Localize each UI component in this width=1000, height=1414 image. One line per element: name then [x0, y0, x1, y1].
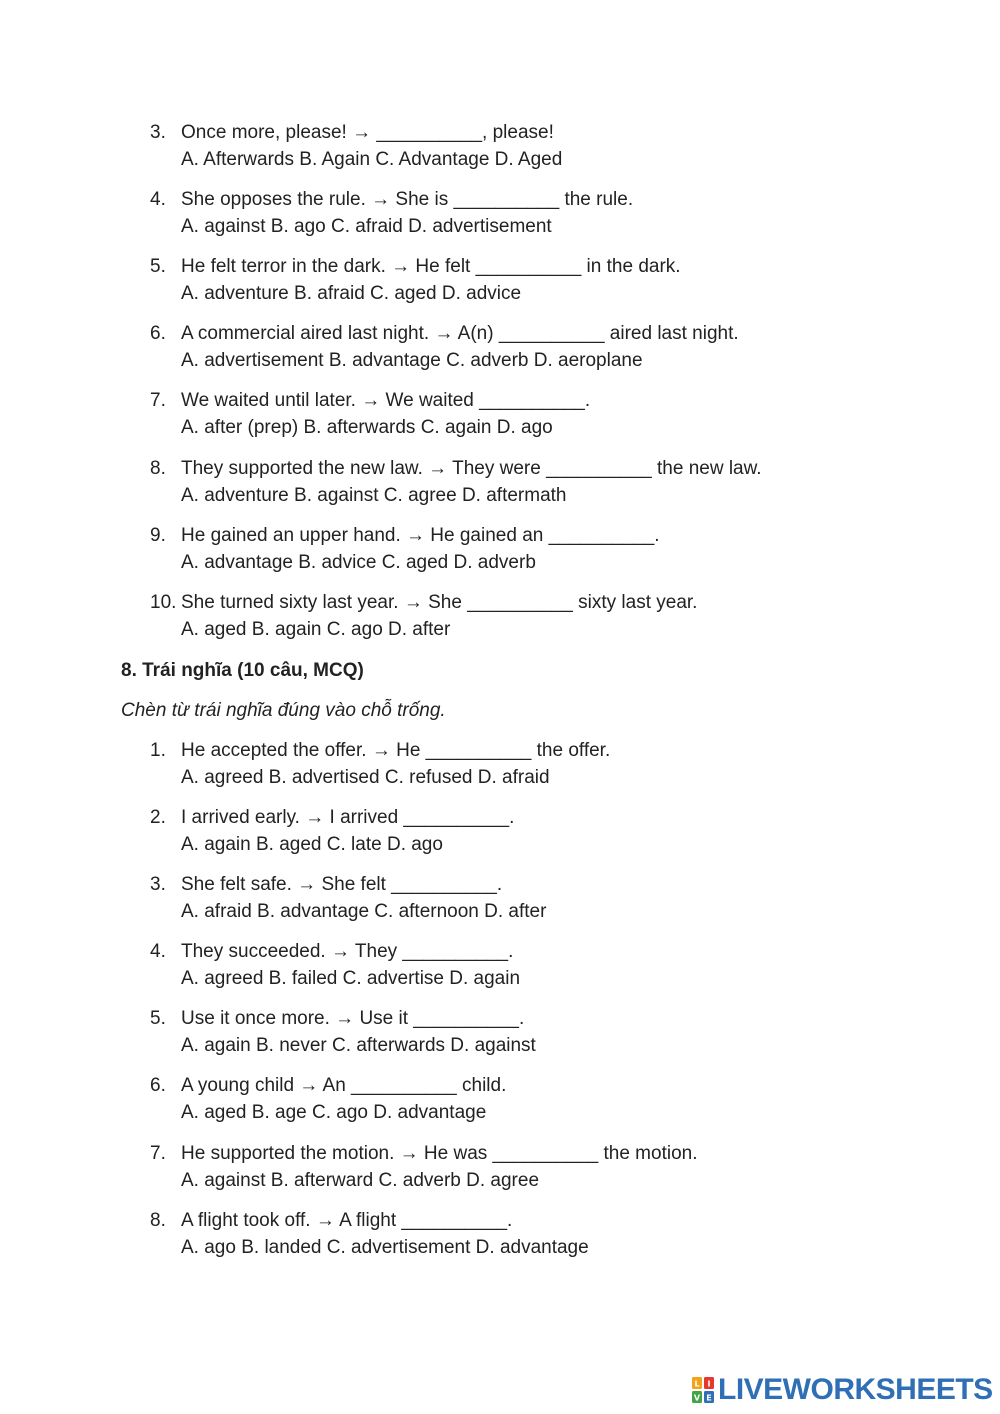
question-item	[150, 522, 910, 576]
question-options: A. advantage B. advice C. aged D. adverb	[181, 552, 536, 573]
question-prompt: A flight took off. → A flight __________.	[181, 1210, 513, 1231]
question-prompt: They succeeded. → They __________.	[181, 941, 514, 962]
question-number: 1.	[150, 740, 166, 761]
question-prompt: She felt safe. → She felt __________.	[181, 874, 503, 895]
question-item	[150, 387, 910, 441]
question-number: 6.	[150, 323, 166, 344]
question-number: 9.	[150, 525, 166, 546]
question-options: A. aged B. again C. ago D. after	[181, 619, 451, 640]
question-prompt: A commercial aired last night. → A(n) __________ aired last night.	[181, 323, 739, 344]
question-item	[150, 1072, 910, 1126]
question-prompt: They supported the new law. → They were __________ the new law.	[181, 458, 762, 479]
question-item	[150, 589, 910, 643]
question-prompt: I arrived early. → I arrived __________.	[181, 807, 515, 828]
liveworksheets-logo	[692, 1372, 993, 1408]
question-options: A. agreed B. advertised C. refused D. afraid	[181, 767, 550, 788]
question-number: 3.	[150, 122, 166, 143]
question-options: A. adventure B. against C. agree D. aftermath	[181, 485, 567, 506]
liveworksheets-icon	[692, 1377, 714, 1403]
question-prompt: She turned sixty last year. → She __________ sixty last year.	[181, 592, 698, 613]
question-options: A. against B. ago C. afraid D. advertisement	[181, 216, 552, 237]
question-item	[150, 1207, 910, 1261]
question-number: 2.	[150, 807, 166, 828]
question-prompt: We waited until later. → We waited __________.	[181, 390, 591, 411]
svg-text:V: V	[693, 1393, 701, 1403]
question-number: 6.	[150, 1075, 166, 1096]
question-number: 8.	[150, 458, 166, 479]
question-item	[150, 253, 910, 307]
question-prompt: He supported the motion. → He was __________ the motion.	[181, 1143, 698, 1164]
svg-text:E: E	[706, 1393, 712, 1403]
question-options: A. again B. aged C. late D. ago	[181, 834, 443, 855]
question-prompt: He gained an upper hand. → He gained an __________.	[181, 525, 660, 546]
question-item	[150, 938, 910, 992]
svg-text:I: I	[707, 1379, 711, 1389]
question-options: A. agreed B. failed C. advertise D. again	[181, 968, 521, 989]
question-options: A. Afterwards B. Again C. Advantage D. Aged	[181, 149, 563, 170]
question-item	[150, 1140, 910, 1194]
question-number: 4.	[150, 189, 166, 210]
question-prompt: A young child → An __________ child.	[181, 1075, 507, 1096]
question-options: A. after (prep) B. afterwards C. again D. ago	[181, 417, 553, 438]
question-options: A. against B. afterward C. adverb D. agree	[181, 1170, 540, 1191]
question-item	[150, 186, 910, 240]
question-options: A. ago B. landed C. advertisement D. advantage	[181, 1237, 589, 1258]
question-number: 7.	[150, 390, 166, 411]
question-prompt: He accepted the offer. → He __________ the offer.	[181, 740, 611, 761]
question-prompt: She opposes the rule. → She is __________ the rule.	[181, 189, 634, 210]
question-options: A. adventure B. afraid C. aged D. advice	[181, 283, 522, 304]
question-item	[150, 320, 910, 374]
question-number: 7.	[150, 1143, 166, 1164]
question-prompt: Use it once more. → Use it __________.	[181, 1008, 525, 1029]
question-item	[150, 871, 910, 925]
question-options: A. afraid B. advantage C. afternoon D. after	[181, 901, 547, 922]
question-options: A. aged B. age C. ago D. advantage	[181, 1102, 487, 1123]
question-number: 4.	[150, 941, 166, 962]
question-options: A. again B. never C. afterwards D. against	[181, 1035, 536, 1056]
question-item	[150, 1005, 910, 1059]
question-options: A. advertisement B. advantage C. adverb D. aeroplane	[181, 350, 643, 371]
question-number: 5.	[150, 1008, 166, 1029]
question-item	[150, 455, 910, 509]
question-number: 10.	[150, 592, 177, 613]
question-item	[150, 119, 910, 173]
question-item	[150, 804, 910, 858]
question-prompt: Once more, please! → __________, please!	[181, 122, 554, 143]
question-number: 8.	[150, 1210, 166, 1231]
section-instruction: Chèn từ trái nghĩa đúng vào chỗ trống.	[121, 700, 446, 721]
question-number: 5.	[150, 256, 166, 277]
logo-text: LIVEWORKSHEETS	[718, 1373, 993, 1406]
question-number: 3.	[150, 874, 166, 895]
question-prompt: He felt terror in the dark. → He felt __________ in the dark.	[181, 256, 681, 277]
question-item	[150, 737, 910, 791]
section-heading: 8. Trái nghĩa (10 câu, MCQ)	[121, 660, 364, 681]
svg-text:L: L	[694, 1379, 700, 1389]
